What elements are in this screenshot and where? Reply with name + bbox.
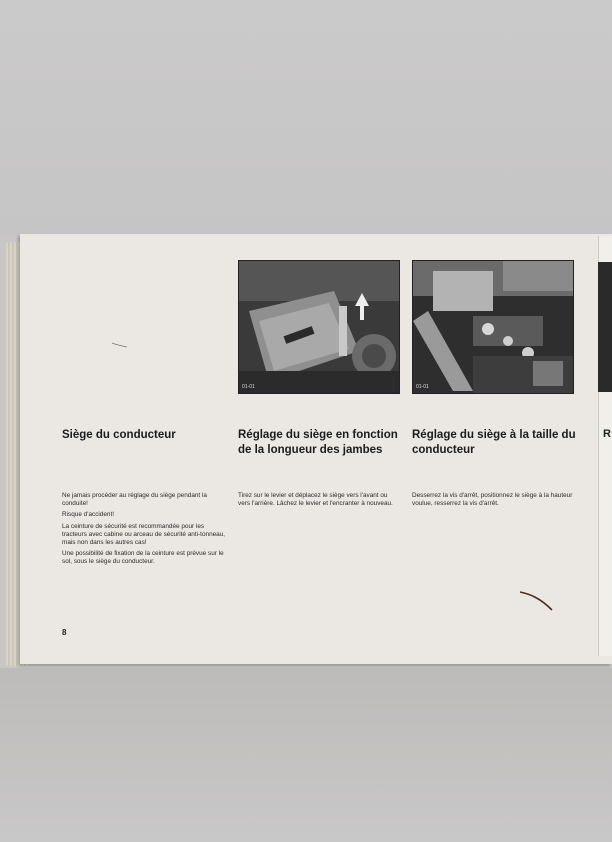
paragraph: Tirez sur le levier et déplacez le siège vers l'avant ou vers l'arrière. Lâchez le levier et l'encranter à nouveau. bbox=[238, 492, 393, 508]
section-body-leg-length bbox=[238, 492, 400, 511]
paragraph: Une possibilité de fixation de la ceinture est prévue sur le sol, sous le siège du conducteur. bbox=[62, 550, 224, 566]
seat-height-illustration bbox=[413, 261, 573, 393]
next-page-photo-edge bbox=[598, 262, 612, 392]
paragraph: Desserrez la vis d'arrêt, positionnez le siège à la hauteur voulue, resserrez la vis d'arrêt. bbox=[412, 492, 573, 508]
section-heading-leg-length: Réglage du siège en fonction de la longueur des jambes bbox=[238, 429, 398, 456]
photo-reference-label: 01-01 bbox=[242, 384, 255, 390]
section-body-driver-seat bbox=[62, 492, 226, 570]
photo-reference-label: 01-01 bbox=[416, 384, 429, 390]
seat-slide-illustration bbox=[239, 261, 399, 393]
scan-background-top bbox=[0, 0, 612, 236]
paragraph: Risque d'accident! bbox=[62, 511, 115, 519]
seat-slide-photo bbox=[238, 260, 400, 394]
section-body-driver-height bbox=[412, 492, 578, 511]
section-heading-driver-height: Réglage du siège à la taille du conducteur bbox=[412, 429, 576, 456]
next-page-heading-fragment: R bbox=[603, 428, 611, 440]
section-heading-driver-seat: Siège du conducteur bbox=[62, 429, 176, 441]
scan-background-bottom bbox=[0, 668, 612, 842]
seat-height-photo bbox=[412, 260, 574, 394]
pen-mark bbox=[110, 340, 130, 350]
page-number: 8 bbox=[62, 628, 67, 637]
paragraph: Ne jamais procéder au réglage du siège pendant la conduite! bbox=[62, 492, 207, 508]
paragraph: La ceinture de sécurité est recommandée pour les tracteurs avec cabine ou arceau de sécurité anti-tonneau, mais non dans les autres cas! bbox=[62, 522, 226, 547]
pen-mark bbox=[518, 588, 558, 614]
